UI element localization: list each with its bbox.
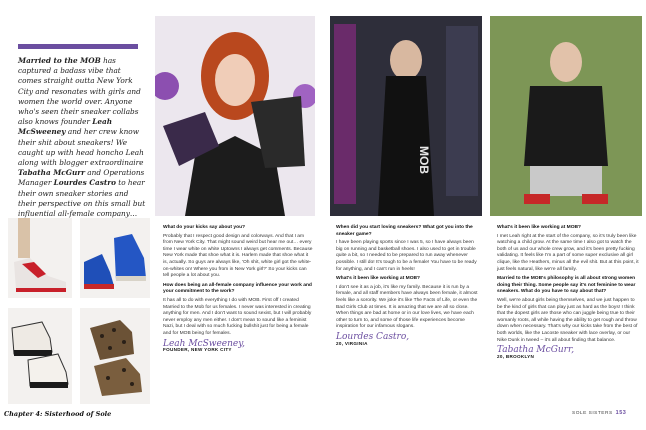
signature-lourdes: Lourdes Castro,	[336, 331, 410, 342]
answer-2: It has all to do with everything I do with MOB. First off I created Married to the Mob for us females. I never was interested in creating anything for men. And I don't want to sound sexist, but I will probably never employ any men either. I don't mean to sound like a feminist Nazi, but I deal with so much fucking bullshit just for being a female and for MOB being for females.	[163, 297, 312, 336]
shoe-photo-leopard-heels	[80, 308, 150, 404]
intro-name-tabatha: Tabatha McGurr	[18, 168, 85, 178]
shoe-photo-red-white	[8, 218, 72, 298]
role-leah: FOUNDER, NEW YORK CITY	[163, 347, 232, 353]
column-lourdes-qa	[336, 222, 481, 347]
question-1: What do your kicks say about you?	[163, 225, 246, 230]
signature-leah: Leah McSweeney,	[163, 338, 245, 349]
intro-text-1: has captured a badass vibe that comes straight outta New York City and resonates with girls and women the world over. Anyone who's seen their sneaker collabs also knows founder	[18, 56, 141, 127]
shoe-photo-black-white-sneakers	[8, 308, 72, 404]
answer-2: Well, we're about girls being themselves, and we just happen to be the kind of girls that can play just as hard as the boys! I think that the dopest girls are those who can juggle being true to their womanly roots, all while having the ability to get rough and throw down when necessary. That's why our kicks take from the best of both worlds, like the Lacoste sneaker with lace overlay, or our Nike Dunk in tweed – it's all about finding that balance.	[497, 297, 638, 343]
answer-2: I don't see it as a job, it's like my family. Because it is run by a female, and all staff members have always been female, it almost feels like a sorority. We joke it's like The Facts of Life, or even the Bad Girls Club at times. It is amazing that we are all so close. When things are bad at home or in our love lives, we have each other to turn to, and some of those life experiences become inspiration for our infamous slogans.	[336, 284, 478, 330]
intro-text-2: and her crew know their shit about sneakers! We caught up with head honcho Leah along with blogger extraordinaire	[18, 127, 144, 168]
question-2: How does being an all-female company influence your work and your commitment to the work?	[163, 282, 312, 295]
photo-tabatha-mcgurr	[490, 16, 642, 216]
running-title: SOLE SISTERS	[572, 411, 613, 416]
role-tabatha: 20, BROOKLYN	[497, 353, 535, 359]
intro-text-4: to hear their own sneaker stories and their perspective on this small but influential all-female company…	[18, 178, 146, 219]
column-leah-qa	[163, 222, 313, 354]
answer-1: Probably that I respect good design and colorways. And that I am from New York City. That might sound weird but hear me out… every time I wear white on white Uptowns I always get comments. Because New York made that shoe what it is. Harlem made that shoe what it is, actually. So guys are always like, 'Oh shit, white girl got the white-on-whites on! Where you from in New York girl?' So your kicks can tell people a lot about you.	[163, 233, 313, 279]
intro-text-3: and Operations Manager	[18, 168, 145, 188]
page-number: 153	[615, 410, 627, 416]
intro-name-leah: Leah McSweeney	[18, 117, 113, 137]
photo-lourdes-castro	[330, 16, 482, 216]
accent-bar	[18, 44, 138, 49]
answer-1: I met Leah right at the start of the company, so it's truly been like watching a child grow. At the same time I also got to watch the both of us and our whole crew grow, and it's been pretty fucking validating. It feels like I'm a part of some super exclusive all girl clique, like the Heathers, minus all the evil shit. But at this point, it just feels natural, like we're all family.	[497, 233, 639, 272]
photo-leah-mcsweeney	[155, 16, 315, 216]
intro-brand: Married to the MOB	[18, 56, 101, 65]
question-2: What's it been like working at MOB?	[336, 276, 421, 282]
running-footer	[572, 410, 626, 416]
column-tabatha-qa	[497, 222, 639, 360]
svg-text:MOB: MOB	[417, 146, 431, 174]
question-1: What's it been like working at MOB?	[497, 225, 582, 230]
shoe-photo-blue-sneakers	[80, 218, 150, 298]
intro-name-lourdes: Lourdes Castro	[53, 178, 116, 188]
question-1: When did you start loving sneakers? What got you into the sneaker game?	[336, 225, 473, 237]
answer-1: I have been playing sports since I was 5, so I have always been big on running and basketball shoes. I also used to get in trouble quite a bit, so I needed to be prepared to run away whenever possible. I still do! It's tough to be a female! You have to be ready for anything, and I can't run in heels!	[336, 240, 477, 272]
signature-tabatha: Tabatha McGurr,	[497, 345, 575, 356]
role-lourdes: 20, VIRGINIA	[336, 340, 368, 346]
question-2: Married to the MOB's philosophy is all about strong women doing their thing. Some people say it's not feminine to wear sneakers. What do you have to say about that?	[497, 276, 636, 295]
chapter-title: Chapter 4: Sisterhood of Sole	[4, 410, 112, 418]
intro-paragraph	[18, 56, 146, 219]
